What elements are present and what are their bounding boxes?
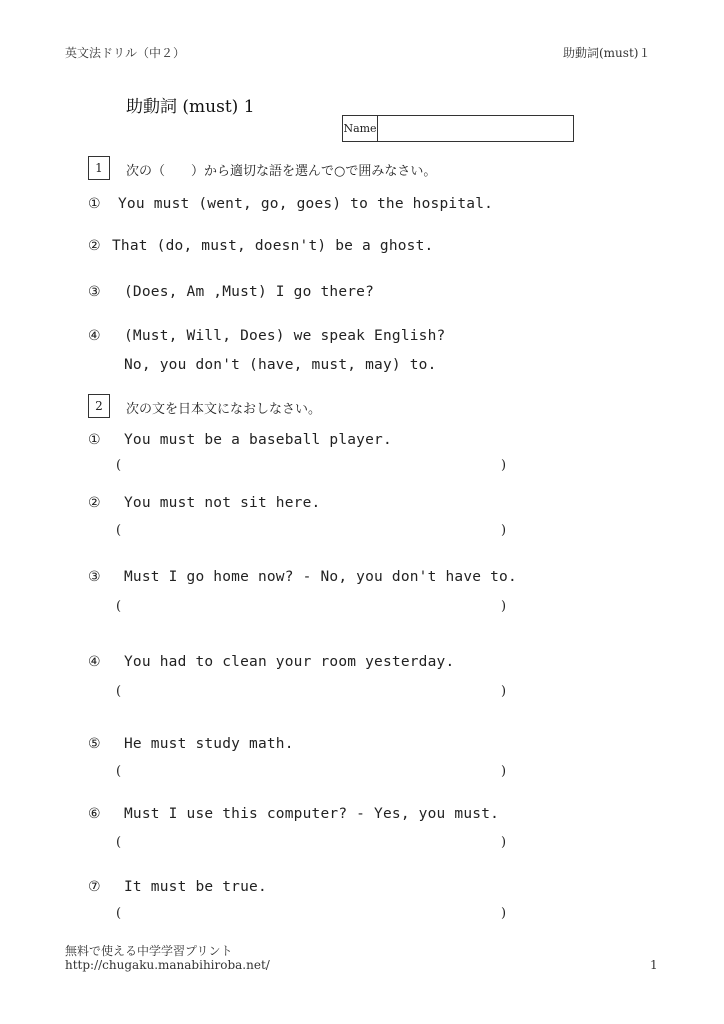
question-number: ④ bbox=[88, 654, 101, 670]
question-text: You must not sit here. bbox=[124, 495, 321, 511]
answer-open-paren: ( bbox=[116, 835, 122, 850]
answer-close-paren: ) bbox=[501, 458, 507, 473]
question-number: ③ bbox=[88, 284, 101, 300]
question-text: (Must, Will, Does) we speak English? bbox=[124, 328, 446, 344]
question-number: ② bbox=[88, 238, 101, 254]
question-1-1 bbox=[88, 196, 493, 212]
header-left: 英文法ドリル（中２） bbox=[65, 46, 186, 60]
question-number: ④ bbox=[88, 328, 101, 344]
answer-open-paren: ( bbox=[116, 906, 122, 921]
question-number: ⑥ bbox=[88, 806, 101, 822]
question-1-2 bbox=[88, 238, 433, 254]
question-text: You must (went, go, goes) to the hospital. bbox=[118, 196, 494, 212]
header-right: 助動詞(must)１ bbox=[563, 46, 651, 60]
question-2-3 bbox=[88, 569, 517, 585]
question-1-4 bbox=[88, 328, 445, 344]
question-1-3 bbox=[88, 284, 374, 300]
question-2-7 bbox=[88, 879, 267, 895]
question-number: ② bbox=[88, 495, 101, 511]
question-2-1 bbox=[88, 432, 392, 448]
question-text: He must study math. bbox=[124, 736, 294, 752]
footer-site-name: 無料で使える中学学習プリント bbox=[65, 944, 233, 958]
question-text: (Does, Am ,Must) I go there? bbox=[124, 284, 375, 300]
question-2-6 bbox=[88, 806, 499, 822]
section-1-number: 1 bbox=[88, 156, 110, 180]
name-label: Name bbox=[343, 116, 378, 141]
answer-close-paren: ) bbox=[501, 684, 507, 699]
question-text: Must I go home now? - No, you don't have to. bbox=[124, 569, 517, 585]
answer-close-paren: ) bbox=[501, 906, 507, 921]
name-field[interactable] bbox=[378, 116, 573, 141]
question-number: ③ bbox=[88, 569, 101, 585]
section-2-number: 2 bbox=[88, 394, 110, 418]
section-2-instruction: 次の文を日本文になおしなさい。 bbox=[126, 402, 322, 417]
question-2-5 bbox=[88, 736, 294, 752]
answer-open-paren: ( bbox=[116, 684, 122, 699]
page-number: 1 bbox=[650, 958, 658, 972]
question-text: You must be a baseball player. bbox=[124, 432, 392, 448]
question-text: That (do, must, doesn't) be a ghost. bbox=[112, 238, 434, 254]
footer-url[interactable]: http://chugaku.manabihiroba.net/ bbox=[65, 958, 270, 972]
question-text: It must be true. bbox=[124, 879, 267, 895]
answer-close-paren: ) bbox=[501, 599, 507, 614]
page-title: 助動詞 (must) 1 bbox=[126, 97, 255, 117]
question-number: ⑤ bbox=[88, 736, 101, 752]
question-2-4 bbox=[88, 654, 454, 670]
answer-open-paren: ( bbox=[116, 458, 122, 473]
answer-close-paren: ) bbox=[501, 835, 507, 850]
answer-close-paren: ) bbox=[501, 523, 507, 538]
question-number: ① bbox=[88, 432, 101, 448]
question-number: ⑦ bbox=[88, 879, 101, 895]
answer-open-paren: ( bbox=[116, 599, 122, 614]
question-2-2 bbox=[88, 495, 320, 511]
question-text: Must I use this computer? - Yes, you must. bbox=[124, 806, 500, 822]
question-number: ① bbox=[88, 196, 101, 212]
question-text: You had to clean your room yesterday. bbox=[124, 654, 455, 670]
section-1-instruction: 次の（ ）から適切な語を選んで○で囲みなさい。 bbox=[126, 164, 437, 179]
answer-open-paren: ( bbox=[116, 523, 122, 538]
answer-open-paren: ( bbox=[116, 764, 122, 779]
name-box bbox=[342, 115, 574, 142]
answer-close-paren: ) bbox=[501, 764, 507, 779]
question-1-4-answer-line: No, you don't (have, must, may) to. bbox=[124, 357, 437, 373]
